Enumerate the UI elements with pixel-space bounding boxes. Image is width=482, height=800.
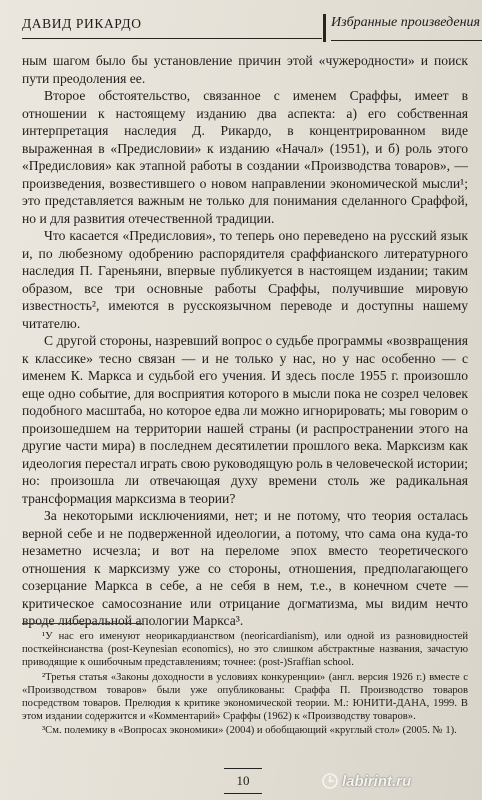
footnote-separator	[22, 623, 142, 624]
header-book-title: Избранные произведения	[331, 15, 481, 30]
footnote-3: ³См. полемику в «Вопросах экономики» (2004) и обобщающий «круглый стол» (2005. № 1).	[42, 725, 457, 737]
paragraph-1: ным шагом было бы установление причин этой «чужеродности» и поиск пути преодоления ее.	[22, 53, 468, 86]
footnotes	[22, 630, 468, 738]
paragraph-2: Второе обстоятельство, связанное с именем Сраффы, имеет в отношении к настоящему изданию два аспекта: а) его собственная интерпретация наследия Д. Рикардо, в концентрированном виде выраженная в «Предисловии» к изданию «Начал» (1951), и б) роль этого «Предисловия» как этапной работы в создании «Производства товаров», — произведения, возвестившего о новом направлении экономической мысли¹; это представляется важным не только для понимания сделанного Сраффой, но и для развития отечественной традиции.	[22, 88, 468, 226]
paragraph-4: С другой стороны, назревший вопрос о судьбе программы «возвращения к классике» тесно связан — и не только у нас, но у нас особенно — с именем К. Маркса и судьбой его учения. И здесь после 1955 г. произошло еще одно событие, для восприятия которого в мысли пока не созрел человек подобного масштаба, но которое едва ли можно игнорировать; мы говорим о произошедшем на территории нашей страны (и распространении этого на другие части мира) в последнем десятилетии прошлого века. Марксизм как идеология перестал играть свою руководящую роль в человеческой истории; но: произошла ли отвечающая духу времени столь же радикальная трансформация марксизма в теории?	[22, 333, 469, 506]
page-number: 10	[236, 773, 250, 788]
watermark	[322, 770, 411, 792]
footnote-1: ¹У нас его именуют неорикардианством (neoricardianism), или одной из разновидностей посткейнсианства (post-Keynesian economics), но это слишком абстрактные названия, зачастую приводящие к ошибочным представлениям; точнее: (post-)Sraffian school.	[22, 631, 468, 669]
main-text	[22, 52, 468, 630]
paragraph-3: Что касается «Предисловия», то теперь оно переведено на русский язык и, по любезному одобрению распорядителя сраффианского литературного наследия П. Гареньяни, впервые публикуется в настоящем издании; таким образом, все три основные работы Сраффы, получившие мировую известность², имеются в русскоязычном переводе и доступны нашему читателю.	[22, 228, 468, 331]
labirint-logo-icon	[322, 773, 338, 789]
header-rule-left	[22, 38, 322, 39]
page-number-box	[224, 768, 262, 794]
header-divider	[323, 14, 326, 42]
paragraph-5: За некоторыми исключениями, нет; и не потому, что теория осталась верной себе и не подверженной идеологии, а потому, что сама она куда-то незаметно исчезла; и вот на переломе эпох вместо теоретического отношения к марксизму уже со стороны, отношения, предполагающего созерцание Маркса в себе, а не себя в нем, т.е., в конечном счете — критическое самосознание или отрицание догматизма, мы видим нечто вроде либеральной апологии Маркса³.	[22, 508, 468, 628]
watermark-text: labirint.ru	[342, 772, 412, 790]
header-rule-right	[331, 40, 482, 41]
header-author: ДАВИД РИКАРДО	[22, 16, 142, 31]
running-header	[0, 0, 482, 46]
footnote-2: ²Третья статья «Законы доходности в условиях конкуренции» (англ. версия 1926 г.) вместе с «Производством товаров» были уже опубликованы: Сраффа П. Производство товаров посредством товаров. Прелюдия к критике экономической теории. М.: ЮНИТИ-ДАНА, 1999. В этом издании содержится и «Комментарий» Сраффы (1962) к «Производству товаров».	[22, 671, 468, 723]
